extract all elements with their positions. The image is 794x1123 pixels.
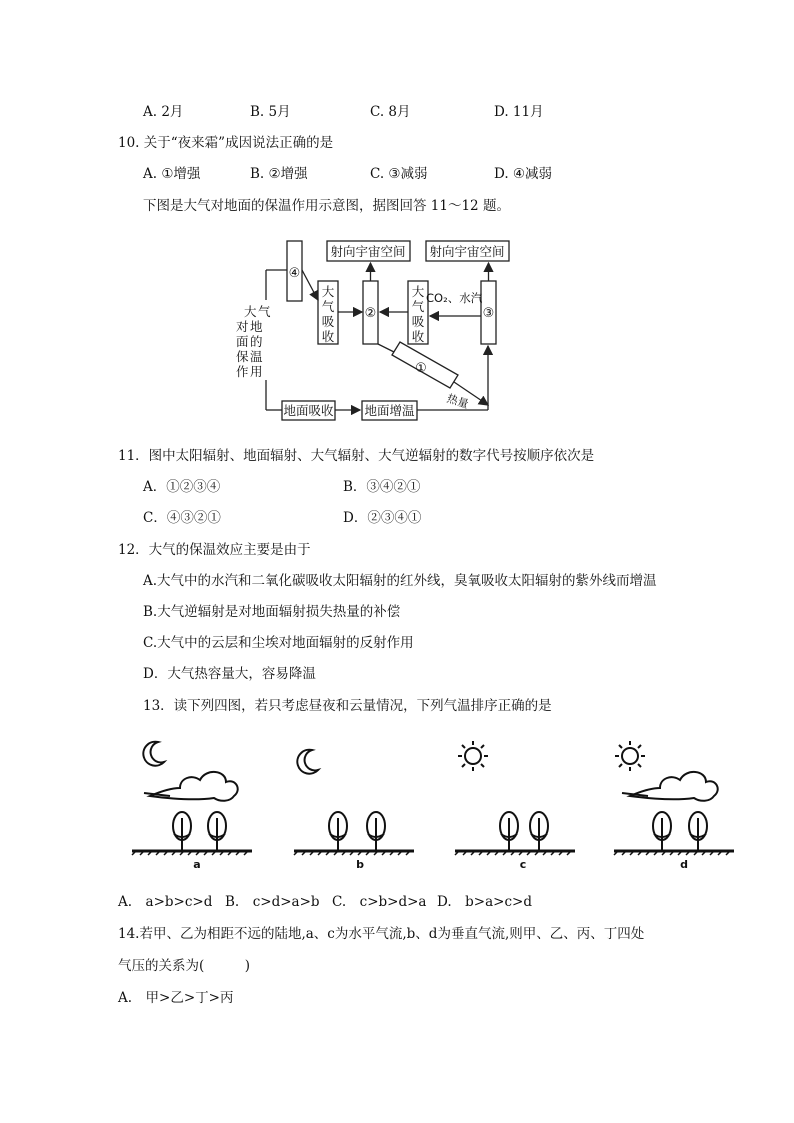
q11-stem: 11．图中太阳辐射、地面辐射、大气辐射、大气逆辐射的数字代号按顺序依次是	[118, 448, 595, 464]
moon-icon	[297, 750, 318, 774]
q13-option-d: D. b>a>c>d	[437, 894, 532, 910]
q10-option-a: A. ①增强	[143, 166, 201, 182]
left-vertical-label	[236, 304, 271, 379]
picture-d-label: d	[680, 858, 688, 871]
tree-icon	[530, 812, 548, 850]
q10-option-d: D. ④减弱	[494, 166, 553, 182]
q14-stem-line1: 14.若甲、乙为相距不远的陆地,a、c为水平气流,b、d为垂直气流,则甲、乙、丙、丁四处	[118, 926, 645, 942]
marker-3: ③	[482, 306, 495, 321]
picture-b-label: b	[356, 858, 364, 871]
absorb-2-char-1: 大	[411, 284, 425, 299]
heat-label: 热量	[445, 391, 471, 411]
left-label-char: 大	[244, 304, 257, 319]
picture-a	[130, 738, 255, 873]
left-label-char: 对	[236, 319, 249, 334]
picture-c	[453, 738, 578, 873]
absorb-2-char-4: 收	[411, 329, 425, 344]
q12-option-d: D．大气热容量大，容易降温	[143, 666, 316, 682]
q14-option-a: A. 甲>乙>丁>丙	[118, 990, 234, 1006]
picture-b	[292, 738, 417, 873]
arrow-4-to-absorb	[302, 270, 318, 300]
diagram-intro: 下图是大气对地面的保温作用示意图，据图回答 11～12 题。	[143, 198, 510, 214]
tree-icon	[173, 812, 191, 850]
q12-stem: 12．大气的保温效应主要是由于	[118, 542, 311, 558]
q9-option-c: C. 8月	[370, 104, 411, 120]
tree-icon	[689, 812, 707, 850]
q9-option-d: D. 11月	[494, 104, 544, 120]
absorb-1-char-2: 气	[321, 299, 335, 314]
cloud-icon	[150, 772, 238, 801]
q11-option-b: B．③④②①	[343, 479, 421, 495]
left-label-char: 的	[250, 334, 263, 349]
tree-icon	[367, 812, 385, 850]
ground-absorb-label: 地面吸收	[283, 403, 334, 418]
sun-icon	[615, 741, 645, 771]
q9-option-a: A. 2月	[143, 104, 184, 120]
co2-water-vapor-label: CO₂、水汽	[426, 291, 483, 305]
absorb-1-char-4: 收	[321, 329, 335, 344]
left-label-char: 作	[236, 364, 249, 379]
marker-1: ①	[415, 361, 427, 376]
left-label-char: 用	[250, 364, 263, 379]
q9-option-b: B. 5月	[250, 104, 291, 120]
cloud-icon	[630, 772, 718, 801]
left-label-char: 温	[250, 349, 263, 364]
q11-option-a: A．①②③④	[143, 479, 221, 495]
sun-icon	[458, 741, 488, 771]
left-label-char: 气	[258, 304, 271, 319]
q12-option-a: A.大气中的水汽和二氧化碳吸收太阳辐射的红外线，臭氧吸收太阳辐射的紫外线而增温	[143, 573, 657, 589]
q11-option-c: C．④③②①	[143, 510, 221, 526]
q11-option-d: D．②③④①	[343, 510, 422, 526]
absorb-1-char-3: 吸	[321, 314, 335, 329]
tree-icon	[500, 812, 518, 850]
absorb-1-char-1: 大	[321, 284, 335, 299]
tree-icon	[329, 812, 347, 850]
absorb-2-char-2: 气	[411, 299, 425, 314]
left-label-char: 地	[250, 319, 263, 334]
q13-stem: 13．读下列四图，若只考虑昼夜和云量情况，下列气温排序正确的是	[143, 698, 552, 714]
q13-option-c: C. c>b>d>a	[332, 894, 427, 910]
radiation-1-bar	[392, 342, 458, 388]
q13-option-b: B. c>d>a>b	[225, 894, 320, 910]
marker-2: ②	[364, 306, 377, 321]
q10-option-c: C. ③减弱	[370, 166, 428, 182]
q10-stem: 10. 关于“夜来霜”成因说法正确的是	[118, 135, 334, 151]
marker-4: ④	[288, 266, 301, 281]
tree-icon	[208, 812, 226, 850]
q10-option-b: B. ②增强	[250, 166, 308, 182]
tree-icon	[653, 812, 671, 850]
picture-d	[612, 738, 737, 873]
space-label-right: 射向宇宙空间	[429, 244, 505, 259]
q12-option-c: C.大气中的云层和尘埃对地面辐射的反射作用	[143, 635, 414, 651]
absorb-2-char-3: 吸	[411, 314, 425, 329]
q12-option-b: B.大气逆辐射是对地面辐射损失热量的补偿	[143, 604, 401, 620]
picture-c-label: c	[519, 858, 527, 871]
q14-stem-line2: 气压的关系为( )	[118, 958, 251, 974]
ground-warm-label: 地面增温	[364, 403, 415, 418]
line-2-to-1	[378, 344, 394, 352]
space-label-left: 射向宇宙空间	[330, 244, 406, 259]
picture-a-label: a	[193, 858, 201, 871]
left-label-char: 保	[236, 349, 249, 364]
left-label-char: 面	[236, 334, 249, 349]
q13-option-a: A. a>b>c>d	[118, 894, 213, 910]
moon-icon	[143, 742, 164, 766]
